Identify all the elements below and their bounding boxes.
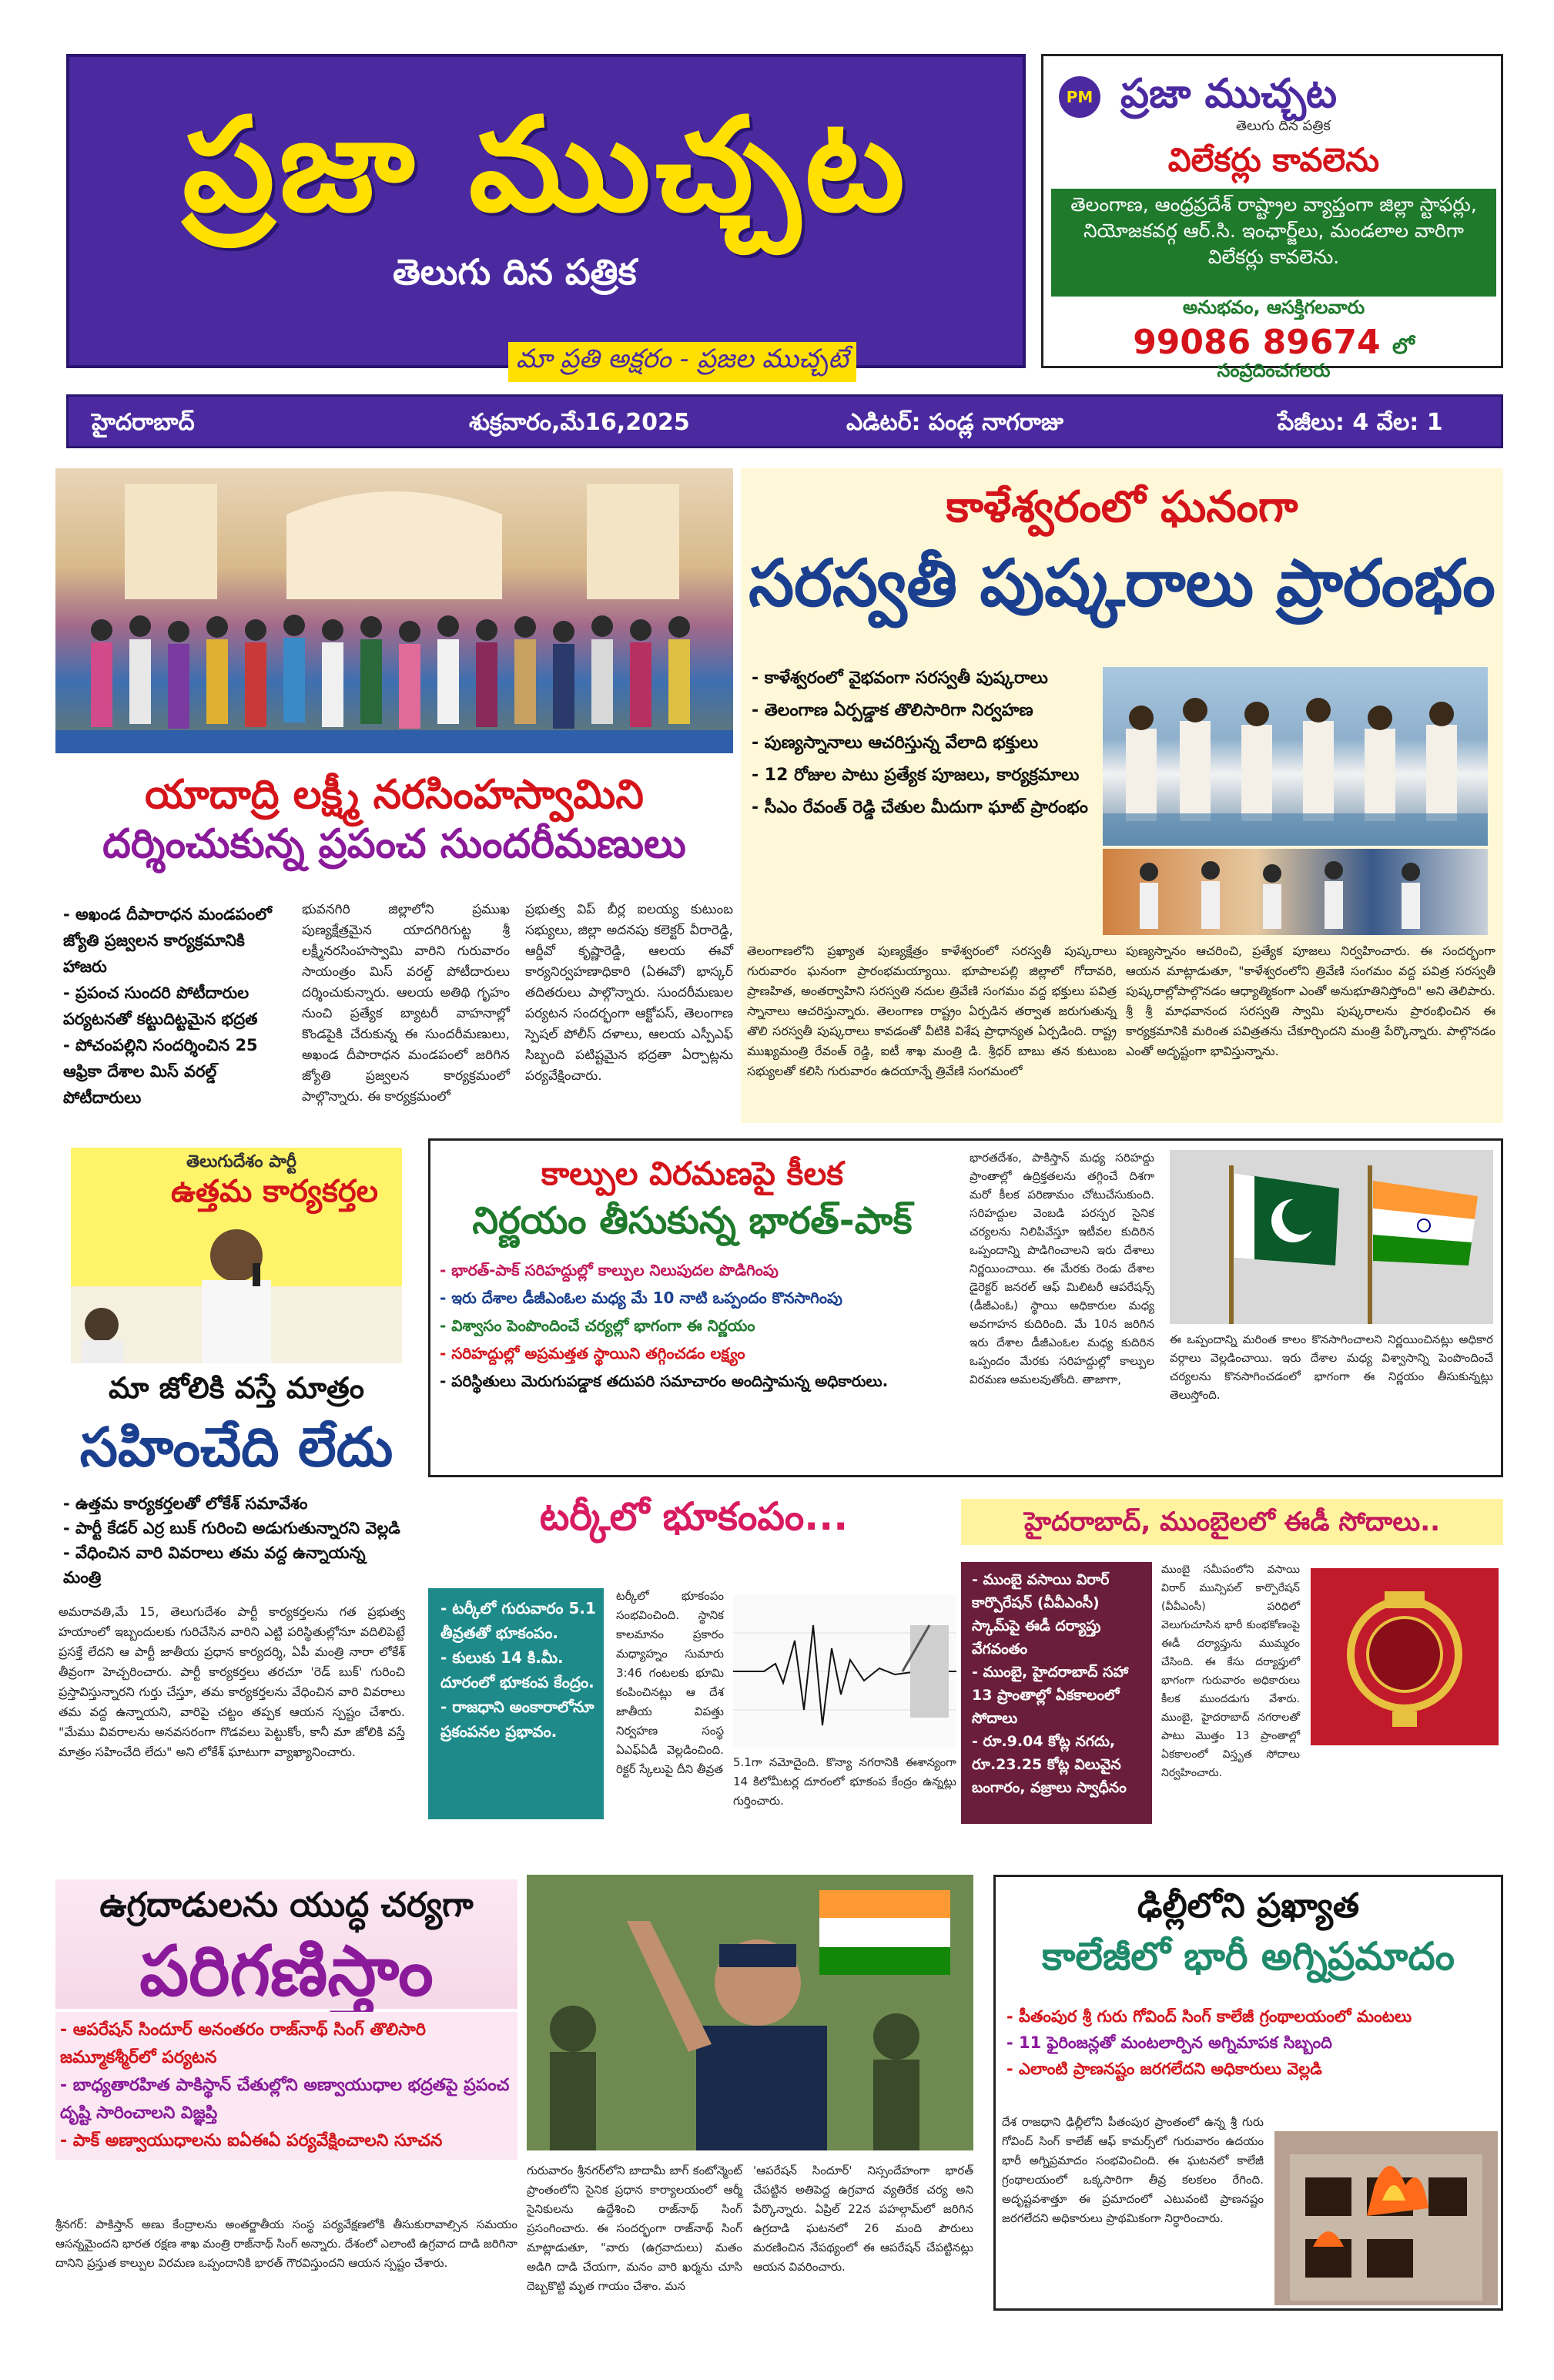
ed-bullets: [961, 1562, 1152, 1824]
miss-world-headline-1: యాదాద్రి లక్ష్మీ నరసింహస్వామిని: [145, 772, 644, 818]
rajnath-bullets: [55, 2012, 517, 2160]
ad-heading: విలేకర్లు కావలెను: [1167, 141, 1380, 179]
fire-bullets: [1002, 2003, 1495, 2082]
bullet-item: - సీఎం రేవంత్ రెడ్డి చేతుల మీదుగా ఘాట్ ప్రారంభం: [752, 798, 1088, 817]
lokesh-photo-banner-1: తెలుగుదేశం పార్టీ: [186, 1152, 296, 1172]
ed-body: ముంబై సమీపంలోని వసాయి విరార్ మున్సిపల్ కార్పొరేషన్ (వీవీఎంసీ) పరిధిలో వెలుగుచూసిన భారీ కుంభకోణంపై ఈడీ దర్యాప్తును ముమ్మరం చేసింది. ఈ కేసు దర్యాప్తులో భాగంగా గురువారం అధికారులు కీలక ముందడుగు వేశారు. ముంబై, హైదరాబాద్ నగరాలతో పాటు మొత్తం 13 ప్రాంతాల్లో ఏకకాలంలో విస్తృత సోదాలు నిర్వహించారు.: [1161, 1564, 1300, 1779]
rajnath-headline-1: ఉగ్రదాడులను యుద్ధ చర్యగా: [99, 1886, 474, 1925]
bullet-item: - ఆపరేషన్ సిందూర్ అనంతరం రాజ్‌నాథ్ సింగ్ తొలిసారి జమ్మూకశ్మీర్‌లో పర్యటన: [60, 2020, 426, 2067]
lokesh-photo-banner-2: ఉత్తమ కార్యకర్తల: [171, 1174, 378, 1209]
miss-world-headline-2: దర్శించుకున్న ప్రపంచ సుందరీమణులు: [102, 821, 686, 867]
bullet-item: - ప్రపంచ సుందరి పోటీదారుల పర్యటనతో కట్టుదిట్టమైన భద్రత: [63, 984, 258, 1028]
lokesh-headline-2: సహించేది లేదు: [79, 1416, 394, 1479]
fire-body: దేశ రాజధాని ఢిల్లీలోని పీతంపుర ప్రాంతంలో ఉన్న శ్రీ గురు గోవింద్ సింగ్ కాలేజ్ ఆఫ్ కామర్స్‌లో గురువారం ఉదయం భారీ అగ్నిప్రమాదం సంభవించింది. ఈ ఘటనలో కాలేజీ గ్రంథాలయంలో ఒక్కసారిగా తీవ్ర కలకలం రేగింది. అదృష్టవశాత్తూ ఈ ప్రమాదంలో ఎటువంటి ప్రాణనష్టం జరగలేదని అధికారులు ప్రాథమికంగా నిర్ధారించారు.: [1002, 2115, 1264, 2225]
pushkaralu-cm-image: [1103, 849, 1488, 935]
pushkaralu-photo-2: [1103, 849, 1488, 935]
college-fire-image: [1274, 2131, 1498, 2305]
ceasefire-story: [428, 1138, 1503, 1477]
ad-logo-area: [1043, 56, 1501, 141]
miss-world-headline: [55, 770, 733, 869]
pushkaralu-headline-1: కాళేశ్వరంలో ఘనంగా: [946, 482, 1298, 532]
fire-photo: [1274, 2131, 1498, 2305]
masthead: [66, 54, 1026, 374]
turkey-bullets: [428, 1588, 604, 1819]
bullet-item: - రూ.9.04 కోట్ల నగదు, రూ.23.25 కోట్ల విలువైన బంగారం, వజ్రాలు స్వాధీనం: [972, 1733, 1127, 1796]
bullet-item: - అఖండ దీపారాధన మండపంలో జ్యోతి ప్రజ్వలన కార్యక్రమానికి హాజరు: [63, 905, 272, 976]
bullet-item: - ముంబై, హైదరాబాద్ సహా 13 ప్రాంతాల్లో ఏకకాలంలో సోదాలు: [972, 1664, 1129, 1727]
fire-headline-2: కాలేజీలో భారీ అగ్నిప్రమాదం: [1042, 1934, 1455, 1979]
rajnath-singh-image: [527, 1875, 973, 2150]
india-pakistan-flags-image: [1170, 1150, 1493, 1324]
flags-photo: [1170, 1150, 1493, 1324]
ad-phone-suffix: లో: [1392, 334, 1415, 359]
seismograph-image: [733, 1594, 956, 1748]
ad-phone[interactable]: 99086 89674: [1133, 323, 1381, 362]
ceasefire-body-col2: ఈ ఒప్పందాన్ని మరింత కాలం కొనసాగించాలని నిర్ణయించినట్లు అధికార వర్గాలు వెల్లడించాయి. ఇరు దేశాల మధ్య విశ్వాసాన్ని పెంపొందించే చర్యలను కొనసాగించడంలో భాగంగా ఈ నిర్ణయం తీసుకున్నట్లు తెలుస్తోంది.: [1170, 1332, 1493, 1402]
miss-world-photo: [55, 468, 733, 753]
pushkaralu-body-col2: పుణ్యస్నానం ఆచరించి, ప్రత్యేక పూజలు నిర్వహించారు. ఈ సందర్భంగా ఆయన మాట్లాడుతూ, "కాళేశ్వరంలోని త్రివేణి సంగమం వద్ద పవిత్ర సరస్వతీ పుష్కరాల్లోపాల్గొనడం ఆధ్యాత్మికంగా ఎంతో అనుభూతినిస్తోంది" అని తెలిపారు. శ్రీ శ్రీ మాధవానంద సరస్వతి స్వామి పుష్కరాలను ప్రారంభించిన ఈ కార్యక్రమానికి మరింత పవిత్రతను చేకూర్చిందని మంత్రి పేర్కొన్నారు. పాల్గొనడం ఎంతో అదృష్టంగా భావిస్తున్నాను.: [1126, 944, 1495, 1058]
lokesh-headline-1: మా జోలికి వస్తే మాత్రం: [108, 1371, 365, 1405]
bullet-item: - ముంబై వసాయి విరార్ కార్పొరేషన్ (వీవీఎంసీ) స్కామ్‌పై ఈడీ దర్యాప్తు వేగవంతం: [972, 1571, 1110, 1658]
pushkaralu-ritual-image: [1103, 667, 1488, 846]
ad-experience: అనుభవం, ఆసక్తిగలవారు: [1182, 297, 1365, 318]
rajnath-body-2: గురువారం శ్రీనగర్‌లోని బాదామీ బాగ్ కంటోన్మెంట్ ప్రాంతంలోని సైనిక ప్రధాన కార్యాలయంలో ఆర్మీ సైనికులను ఉద్దేశించి రాజ్‌నాథ్ సింగ్ ప్రసంగించారు. ఈ సందర్భంగా రాజ్‌నాథ్ సింగ్ మాట్లాడుతూ, "వారు (ఉగ్రవాదులు) మతం అడిగి దాడి చేయగా, మనం వారి ఖర్మను చూసి దెబ్బకొట్టి మృత గాయం చేశాం. మన: [527, 2164, 742, 2293]
dateline-editor: ఎడిటర్: పండ్ల నాగరాజు: [846, 409, 1063, 436]
bullet-item: - విశ్వాసం పెంపొందించే చర్యల్లో భాగంగా ఈ నిర్ణయం: [440, 1316, 755, 1335]
ad-contact: [1051, 297, 1496, 381]
seismograph-photo: [733, 1594, 956, 1748]
bullet-item: - పార్టీ కేడర్ ఎర్ర బుక్ గురించి అడుగుతున్నారని వెల్లడి: [63, 1519, 400, 1537]
bullet-item: - తెలంగాణ ఏర్పడ్డాక తొలిసారిగా నిర్వహణ: [752, 701, 1033, 720]
pushkaralu-bullets: [747, 662, 1093, 824]
bullet-item: - పుణ్యస్నానాలు ఆచరిస్తున్న వేలాది భక్తులు: [752, 733, 1039, 753]
bullet-item: - రాజధాని అంకారాలోనూ ప్రకంపనల ప్రభావం.: [440, 1698, 594, 1741]
fire-headline-1: ఢిల్లీలోని ప్రఖ్యాత: [1137, 1886, 1360, 1926]
rajnath-headline-block: [55, 1879, 517, 2012]
reporters-wanted-ad: [1041, 54, 1503, 381]
bullet-item: - వేధించిన వారి వివరాలు తమ వద్ద ఉన్నాయన్న మంత్రి: [63, 1544, 366, 1587]
ceasefire-body-col1: భారతదేశం, పాకిస్తాన్ మధ్య సరిహద్దు ప్రాంతాల్లో ఉద్రిక్తతలను తగ్గించే దిశగా మరో కీలక పరిణామం చోటుచేసుకుంది. సరిహద్దుల వెంబడి పరస్పర సైనిక చర్యలను నిలిపివేస్తూ ఇటీవల కుదిరిన ఒప్పందాన్ని పొడిగించాలని ఇరు దేశాలు నిర్ణయించాయి. ఈ మేరకు రెండు దేశాల డైరెక్టర్ జనరల్ ఆఫ్ మిలిటరీ ఆపరేషన్స్ (డీజీఎంఓ) స్థాయి అధికారుల మధ్య అవగాహన కుదిరింది. మే 10న జరిగిన ఇరు దేశాల డీజీఎంఓల మధ్య కుదిరిన ఒప్పందం మేరకు సరిహద్దుల్లో కాల్పుల విరమణ అమలవుతోంది. తాజాగా,: [970, 1151, 1154, 1386]
ed-logo-photo: [1311, 1568, 1499, 1745]
pushkaralu-body-col1: తెలంగాణలోని ప్రఖ్యాత పుణ్యక్షేత్రం కాళేశ్వరంలో సరస్వతీ పుష్కరాలు గురువారం ఘనంగా ప్రారంభమయ్యాయి. భూపాలపల్లి జిల్లాలో గోదావరి, ప్రాణహిత, అంతర్వాహిని సరస్వతి నదుల త్రివేణి సంగమం వద్ద భక్తులు పవిత్ర స్నానాలు ఆచరిస్తున్నారు. తెలంగాణ రాష్ట్రం ఏర్పడిన తర్వాత జరుగుతున్న తొలి సరస్వతీ పుష్కరాలు కావడంతో వీటికి విశేష ప్రాధాన్యత ఏర్పడింది. రాష్ట్ర ముఖ్యమంత్రి రేవంత్ రెడ్డి, ఐటీ శాఖ మంత్రి డి. శ్రీధర్ బాబు తన కుటుంబ సభ్యులతో కలిసి గురువారం ఉదయాన్నే త్రివేణి సంగమంలో: [747, 944, 1117, 1078]
bullet-item: - పరిస్థితులు మెరుగుపడ్డాక తదుపరి సమాచారం అందిస్తామన్న అధికారులు.: [440, 1372, 889, 1390]
miss-world-group-image: [55, 468, 733, 753]
ceasefire-headline-1: కాల్పుల విరమణపై కీలక: [541, 1155, 844, 1192]
lokesh-speaking-image: [71, 1148, 402, 1363]
ad-logo-text: ప్రజా ముచ్చట: [1120, 70, 1337, 117]
masthead-title: ప్రజా ముచ్చట: [183, 88, 909, 240]
bullet-item: - కులుకు 14 కి.మీ. దూరంలో భూకంప కేంద్రం.: [440, 1648, 594, 1691]
bullet-item: - పాక్ అణ్వాయుధాలను ఐఏఈఏ పర్యవేక్షించాలని సూచన: [60, 2131, 443, 2150]
bullet-item: - భారత్-పాక్ సరిహద్దుల్లో కాల్పుల నిలుపుదల పొడిగింపు: [440, 1261, 779, 1279]
pm-logo-icon: PM: [1059, 76, 1100, 118]
dateline-pages: పేజీలు: 4 వేల: 1: [1278, 409, 1443, 436]
bullet-item: - పీతంపుర శ్రీ గురు గోవింద్ సింగ్ కాలేజీ గ్రంథాలయంలో మంటలు: [1006, 2007, 1412, 2026]
turkey-body-1: టర్కీలో భూకంపం సంభవించింది. స్థానిక కాలమానం ప్రకారం మధ్యాహ్నం సుమారు 3:46 గంటలకు భూమి కంపించినట్లు ఆ దేశ జాతీయ విపత్తు నిర్వహణ సంస్థ ఏఎఫ్ఏడీ వెల్లడించింది. రిక్టర్ స్కేలుపై దీని తీవ్రత: [616, 1589, 724, 1776]
masthead-subtitle: తెలుగు దిన పత్రిక: [393, 251, 637, 293]
miss-world-bullets: [59, 901, 290, 1111]
turkey-story: [428, 1494, 960, 1549]
rajnath-headline-2: పరిగణిస్తాం: [139, 1931, 434, 2012]
turkey-headline: టర్కీలో భూకంపం...: [539, 1494, 849, 1539]
dateline-city: హైదరాబాద్: [92, 409, 195, 436]
dateline-bar: [66, 394, 1503, 448]
bullet-item: - ఇరు దేశాల డీజీఎంఓల మధ్య మే 10 నాటి ఒప్పందం కొనసాగింపు: [440, 1289, 842, 1307]
lokesh-headline: [71, 1371, 402, 1482]
rajnath-body-1: శ్రీనగర్: పాకిస్తాన్ అణు కేంద్రాలను అంతర్జాతీయ సంస్థ పర్యవేక్షణలోకి తీసుకురావాల్సిన సమయం ఆసన్నమైందని భారత రక్షణ శాఖ మంత్రి రాజ్‌నాథ్ సింగ్ అన్నారు. దేశంలో ఎలాంటి ఉగ్రవాద దాడి జరిగినా దానిని ప్రస్తుత కాల్పుల విరమణ ఒప్పందానికి భారత్ గౌరవిస్తుందని ఆయన స్పష్టం చేశారు.: [55, 2217, 518, 2270]
lokesh-photo: [71, 1148, 402, 1363]
bullet-item: - సరిహద్దుల్లో అప్రమత్తత స్థాయిని తగ్గించడం లక్ష్యం: [440, 1344, 745, 1363]
lokesh-body: అమరావతి,మే 15, తెలుగుదేశం పార్టీ కార్యకర్తలను గత ప్రభుత్వ హయాంలో ఇబ్బందులకు గురిచేసిన వారిని ఎట్టి పరిస్థితుల్లోనూ వదిలిపెట్టే ప్రసక్తే లేదని ఆ పార్టీ జాతీయ ప్రధాన కార్యదర్శి, ఏపీ మంత్రి నారా లోకేశ్ తీవ్రంగా హెచ్చరించారు. పార్టీ కార్యకర్తలు తరచూ 'రెడ్ బుక్' గురించి ప్రస్తావిస్తున్నారని గుర్తు చేస్తూ, తమ కార్యకర్తలను వేధించిన వారి వివరాలు తమ వద్ద ఉన్నాయని, వారిపై చట్టం తప్పక ఆయన స్పష్టం చేశారు. "మేము వివరాలను అనవసరంగా గొడవలు పెట్టుకోం, కానీ మా జోలికి వస్తే మాత్రం సహించేది లేదు" అని లోకేశ్ ఘాటుగా వ్యాఖ్యానించారు.: [59, 1604, 405, 1759]
bullet-item: - పోచంపల్లిని సందర్శించిన 25 ఆఫ్రికా దేశాల మిస్ వరల్డ్ పోటీదారులు: [63, 1036, 258, 1107]
turkey-body-2: 5.1గా నమోదైంది. కొన్యా నగరానికి ఈశాన్యంగా 14 కిలోమీటర్ల దూరంలో భూకంప కేంద్రం ఉన్నట్లు గుర్తించారు.: [733, 1755, 956, 1808]
rajnath-body-3: 'ఆపరేషన్ సిందూర్' నిస్సందేహంగా భారత్ చేపట్టిన అతిపెద్ద ఉగ్రవాద వ్యతిరేక చర్య అని పేర్కొన్నారు. ఏప్రిల్ 22న పహల్గామ్‌లో జరిగిన ఉగ్రదాడి ఘటనలో 26 మంది పౌరులు మరణించిన నేపథ్యంలో ఈ ఆపరేషన్ చేపట్టినట్లు ఆయన వివరించారు.: [753, 2164, 973, 2274]
enforcement-directorate-emblem-icon: [1311, 1568, 1499, 1745]
ad-body: తెలంగాణ, ఆంధ్రప్రదేశ్ రాష్ట్రాల వ్యాప్తంగా జిల్లా స్టాఫర్లు, నియోజకవర్గ ఆర్.సి. ఇంఛార్జ్‌లు, మండలాల వారిగా విలేకర్లు కావలెను.: [1051, 189, 1496, 297]
bullet-item: - 11 ఫైరింజన్లతో మంటలార్పిన అగ్నిమాపక సిబ్బంది: [1006, 2033, 1332, 2052]
ed-headline: హైదరాబాద్, ముంబైలలో ఈడీ సోదాలు..: [1023, 1507, 1441, 1537]
masthead-tagline: మా ప్రతి అక్షరం - ప్రజల ముచ్చటే: [508, 342, 856, 382]
ceasefire-bullets: [435, 1256, 959, 1395]
ed-headline-bar: [961, 1499, 1503, 1545]
ad-phone-line: [1051, 323, 1496, 364]
bullet-item: - ఉత్తమ కార్యకర్తలతో లోకేశ్ సమావేశం: [63, 1494, 308, 1513]
fire-story: [993, 1875, 1503, 2311]
pushkaralu-story: [741, 468, 1503, 1123]
ad-logo-sub: తెలుగు దిన పత్రిక: [1236, 118, 1331, 134]
miss-world-body-col1: భువనగిరి జిల్లాలోని ప్రముఖ పుణ్యక్షేత్రమైన యాదగిరిగుట్ట శ్రీ లక్ష్మీనరసింహస్వామి వారిని గురువారం సాయంత్రం మిస్ వరల్డ్ పోటీదారులు దర్శించుకున్నారు. ఆలయ అతిథి గృహం నుంచి ప్రత్యేక బ్యాటరీ వాహనాల్లో కొండపైకి చేరుకున్న ఈ సుందరీమణులు, అఖండ దీపారాధన మండపంలో జరిగిన జ్యోతి ప్రజ్వలన కార్యక్రమంలో పాల్గొన్నారు. ఈ కార్యక్రమంలో: [302, 902, 510, 1105]
bullet-item: - బాధ్యతారహిత పాకిస్థాన్ చేతుల్లోని అణ్వాయుధాల భద్రతపై ప్రపంచ దృష్టి సారించాలని విజ్ఞప్తి: [60, 2076, 510, 2123]
miss-world-body-col2: ప్రభుత్వ విప్ బీర్ల ఐలయ్య కుటుంబ సభ్యులు, జిల్లా అదనపు కలెక్టర్ వీరారెడ్డి, ఆర్డీవో కృష్ణారెడ్డి, ఆలయ ఈవో కార్యనిర్వహణాధికారి (ఏఈవో) భాస్కర్ తదితరులు పాల్గొన్నారు. సుందరీమణుల పర్యటన సందర్భంగా ఆక్టోపస్, తెలంగాణ స్పెషల్ పోలీస్ దళాలు, ఆలయ ఎస్పీఎఫ్ సిబ్బంది పటిష్టమైన భద్రతా ఏర్పాట్లను పర్యవేక్షించారు.: [525, 902, 733, 1084]
lokesh-bullets: [59, 1491, 405, 1590]
bullet-item: - టర్కీలో గురువారం 5.1 తీవ్రతతో భూకంపం.: [440, 1599, 596, 1642]
ad-contact-text: సంప్రదించగలరు: [1217, 360, 1331, 381]
bullet-item: - కాళేశ్వరంలో వైభవంగా సరస్వతీ పుష్కరాలు: [752, 669, 1048, 688]
ceasefire-headline-2: నిర్ణయం తీసుకున్న భారత్-పాక్: [472, 1199, 913, 1242]
rajnath-photo: [527, 1875, 973, 2150]
pushkaralu-headline-2: సరస్వతీ పుష్కరాలు ప్రారంభం: [749, 545, 1495, 621]
dateline-date: శుక్రవారం,మే16,2025: [469, 409, 690, 436]
bullet-item: - 12 రోజుల పాటు ప్రత్యేక పూజలు, కార్యక్రమాలు: [752, 766, 1080, 785]
bullet-item: - ఎలాంటి ప్రాణనష్టం జరగలేదని అధికారులు వెల్లడి: [1006, 2060, 1322, 2078]
pushkaralu-photo-1: [1103, 667, 1488, 846]
